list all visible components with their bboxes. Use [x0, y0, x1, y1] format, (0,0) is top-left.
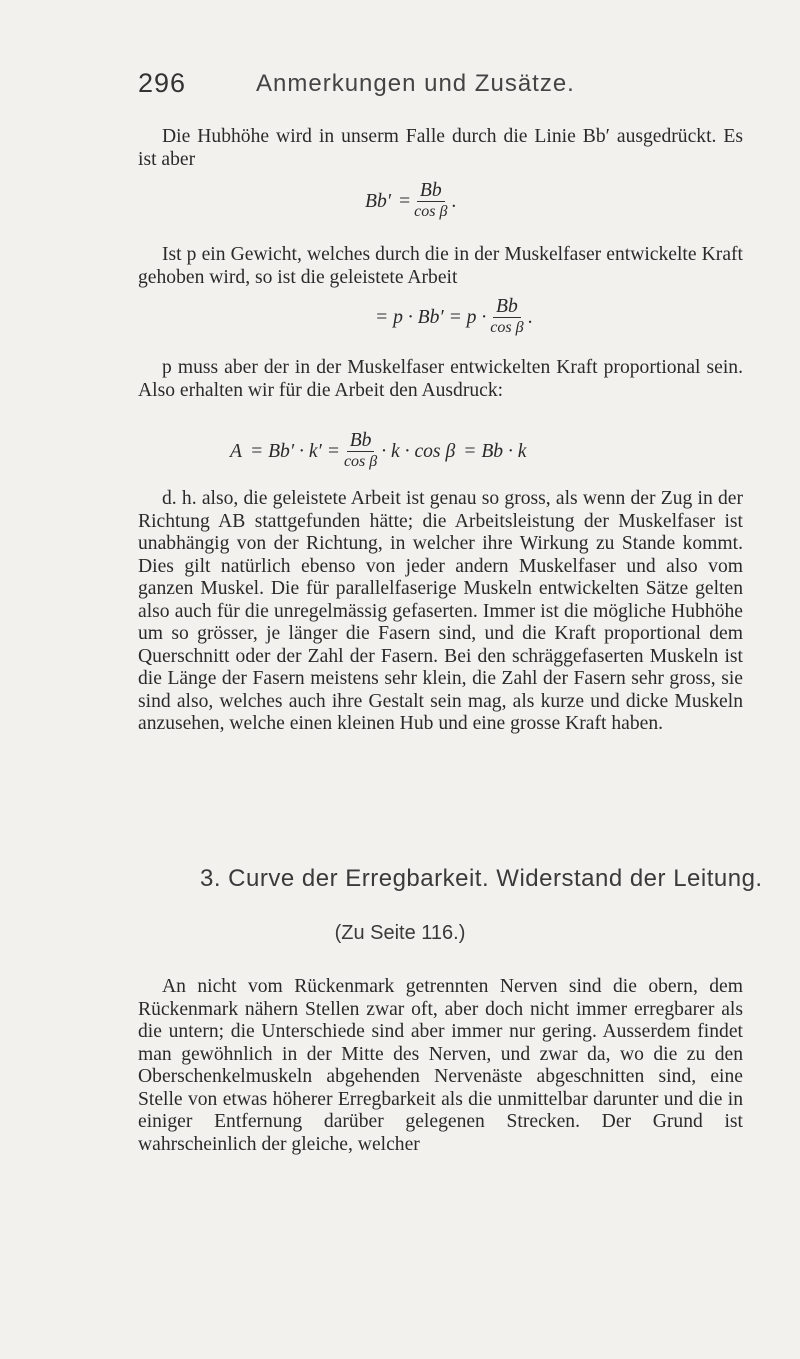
formula-end: .	[451, 190, 457, 212]
paragraph-text: Ist p ein Gewicht, welches durch die in der Muskelfaser entwickelte Kraft gehoben wird, so ist die geleistete Arbeit	[138, 244, 743, 288]
formula-eq1: = Bb′ · k′ =	[249, 440, 340, 462]
fraction-numerator: Bb	[347, 432, 375, 452]
formula-fraction	[344, 432, 377, 471]
fraction-numerator: Bb	[417, 182, 445, 202]
fraction-denominator: cos β	[343, 453, 378, 470]
paragraph-text: d. h. also, die geleistete Arbeit ist genau so gross, als wenn der Zug in der Richtung AB stattgefunden hätte; die Arbeitsleistung der Muskelfaser ist unabhängig von der Richtung, in welcher ihre Wirkung zu Stande kommt. Dies gilt natürlich ebenso von jeder andern Muskelfaser und also vom ganzen Muskel. Die für parallelfaserige Muskeln entwickelten Sätze gelten also auch für die unregelmässig gefaserten. Immer ist die mögliche Hubhöhe um so grösser, je länger die Fasern sind, und die Kraft proportional dem Querschnitt oder der Zahl der Fasern. Bei den schräggefaserten Muskeln ist die Länge der Fasern meistens sehr klein, die Zahl der Fasern sehr gross, sie sind also, welches auch ihre Gestalt sein mag, als kurze und dicke Muskeln anzusehen, welche einen kleinen Hub und eine grosse Kraft haben.	[138, 488, 743, 734]
paragraph-text: Die Hubhöhe wird in unserm Falle durch die Linie Bb′ ausgedrückt. Es ist aber	[138, 126, 743, 170]
formula-eq: =	[399, 190, 411, 212]
formula-pre: = p · Bb′ = p ·	[375, 306, 487, 328]
formula-end: .	[527, 306, 533, 328]
page-header	[138, 68, 740, 108]
paragraph-text: p muss aber der in der Muskelfaser entwickelten Kraft proportional sein. Also erhalten wir für die Arbeit den Ausdruck:	[138, 357, 743, 401]
paragraph-5	[138, 976, 743, 1156]
formula-mid: · k · cos β	[381, 440, 456, 462]
formula-lhs: A	[230, 440, 242, 462]
formula-3	[230, 432, 527, 471]
paragraph-3	[138, 357, 743, 402]
page-number: 296	[138, 68, 187, 98]
paragraph-2	[138, 244, 743, 289]
running-head: Anmerkungen und Zusätze.	[256, 70, 575, 97]
paragraph-text: An nicht vom Rückenmark getrennten Nerven sind die obern, dem Rückenmark nähern Stellen zwar oft, aber doch nicht immer erregbarer als die untern; die Unterschiede sind aber immer nur gering. Ausserdem findet man gewöhnlich in der Mitte des Nerven, und zwar da, wo die zu den Oberschenkelmuskeln abgehenden Nervenäste abgeschnitten sind, eine Stelle von etwas höherer Erregbarkeit als die unmittelbar darunter und die in einiger Entfernung darüber gelegenen Strecken. Der Grund ist wahrscheinlich der gleiche, welcher	[138, 976, 743, 1155]
paragraph-1	[138, 126, 743, 171]
formula-fraction	[414, 182, 447, 221]
fraction-denominator: cos β	[490, 319, 524, 336]
formula-eq2: = Bb · k	[463, 440, 527, 462]
section-heading: 3. Curve der Erregbarkeit. Widerstand der Leitung.	[200, 865, 763, 892]
formula-lhs: Bb′	[365, 190, 392, 212]
section-reference: (Zu Seite 116.)	[334, 922, 466, 944]
formula-fraction	[490, 298, 523, 337]
formula-2	[375, 298, 532, 337]
fraction-denominator: cos β	[414, 203, 448, 220]
formula-1	[365, 182, 456, 221]
fraction-numerator: Bb	[493, 298, 521, 318]
paragraph-4	[138, 488, 743, 736]
